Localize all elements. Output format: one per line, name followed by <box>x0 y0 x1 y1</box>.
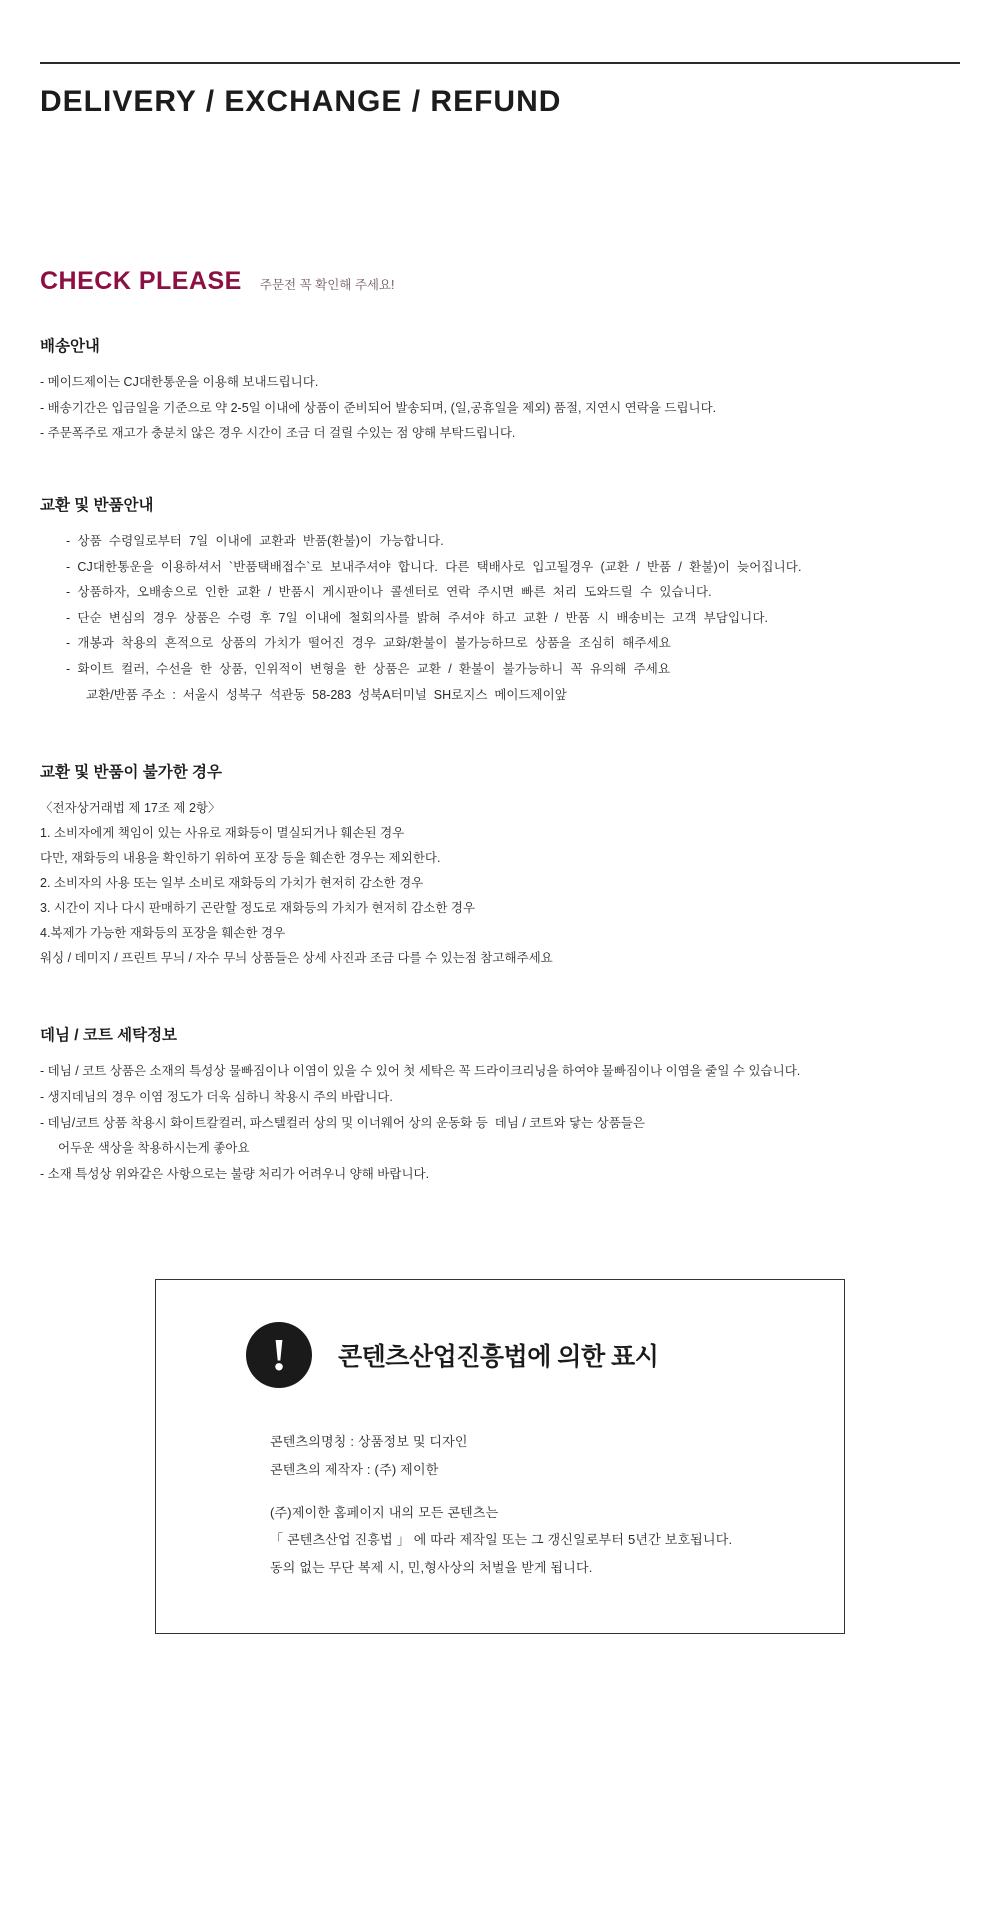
top-divider <box>40 62 960 64</box>
unavailable-line: 2. 소비자의 사용 또는 일부 소비로 재화등의 가치가 현저히 감소한 경우 <box>40 876 424 891</box>
notice-paragraph-line: (주)제이한 홈페이지 내의 모든 콘텐츠는 <box>270 1504 499 1520</box>
check-please-block <box>40 267 960 296</box>
notice-paragraph-line: 「 콘텐츠산업 진흥법 」 에 따라 제작일 또는 그 갱신일로부터 5년간 보호됩니다. <box>270 1532 733 1548</box>
washing-section <box>40 1023 960 1187</box>
exchange-line: - 상품하자, 오배송으로 인한 교환 / 반품시 게시판이나 콜센터로 연락 주시면 빠른 처리 도와드릴 수 있습니다. <box>66 585 712 600</box>
shipping-line: - 주문폭주로 재고가 충분치 않은 경우 시간이 조금 더 걸릴 수있는 점 양해 부탁드립니다. <box>40 426 516 441</box>
page-title: DELIVERY / EXCHANGE / REFUND <box>40 85 562 118</box>
washing-line: 어두운 색상을 착용하시는게 좋아요 <box>58 1141 250 1156</box>
exchange-return-address: 교환/반품 주소 : 서울시 성북구 석관동 58-283 성북A터미널 SH로지스 메이드제이앞 <box>86 687 567 702</box>
notice-item: 콘텐츠의명칭 : 상품정보 및 디자인 <box>270 1434 468 1450</box>
unavailable-line: 4.복제가 가능한 재화등의 포장을 훼손한 경우 <box>40 926 286 941</box>
shipping-heading: 배송안내 <box>40 338 100 355</box>
notice-paragraph-line: 동의 없는 무단 복제 시, 민,형사상의 처벌을 받게 됩니다. <box>270 1559 593 1575</box>
washing-line: - 데님 / 코트 상품은 소재의 특성상 물빠짐이나 이염이 있을 수 있어 첫 세탁은 꼭 드라이크리닝을 하여야 물빠짐이나 이염을 줄일 수 있습니다. <box>40 1064 801 1079</box>
exchange-line: - 단순 변심의 경우 상품은 수령 후 7일 이내에 철회의사를 밝혀 주셔야 하고 교환 / 반품 시 배송비는 고객 부담입니다. <box>66 610 769 625</box>
exchange-section <box>40 493 960 708</box>
shipping-line: - 메이드제이는 CJ대한통운을 이용해 보내드립니다. <box>40 375 319 389</box>
exchange-line: - 상품 수령일로부터 7일 이내에 교환과 반품(환불)이 가능합니다. <box>66 533 444 548</box>
check-please-title: CHECK PLEASE <box>40 267 242 295</box>
notice-item: 콘텐츠의 제작자 : (주) 제이한 <box>270 1461 439 1477</box>
exchange-line: - CJ대한통운을 이용하셔서 `반품택배접수`로 보내주셔야 합니다. 다른 택배사로 입고될경우 (교환 / 반품 / 환불)이 늦어집니다. <box>66 559 802 574</box>
exchange-heading: 교환 및 반품안내 <box>40 496 154 514</box>
bottom-spacer <box>40 1634 960 1734</box>
content-law-notice-box <box>155 1279 845 1633</box>
unavailable-line: 다만, 재화등의 내용을 확인하기 위하여 포장 등을 훼손한 경우는 제외한다. <box>40 851 441 866</box>
unavailable-line: 워싱 / 데미지 / 프린트 무늬 / 자수 무늬 상품들은 상세 사진과 조금 다를 수 있는점 참고해주세요 <box>40 951 553 966</box>
exchange-line: - 화이트 컬러, 수선을 한 상품, 인위적이 변형을 한 상품은 교환 / 환불이 불가능하니 꼭 유의해 주세요 <box>66 662 671 676</box>
exclamation-mark-icon: ! <box>246 1322 312 1388</box>
notice-spacer <box>270 1483 798 1499</box>
notice-header <box>202 1322 798 1388</box>
exchange-line: - 개봉과 착용의 흔적으로 상품의 가치가 떨어진 경우 교화/환불이 불가능하므로 상품을 조심히 해주세요 <box>66 636 671 651</box>
check-please-subtitle: 주문전 꼭 확인해 주세요! <box>259 278 395 292</box>
washing-line: - 소재 특성상 위와같은 사항으로는 불량 처리가 어려우니 양해 바랍니다. <box>40 1166 430 1181</box>
washing-heading: 데님 / 코트 세탁정보 <box>40 1027 178 1045</box>
unavailable-line: 1. 소비자에게 책임이 있는 사유로 재화등이 멸실되거나 훼손된 경우 <box>40 826 405 841</box>
unavailable-line: 3. 시간이 지나 다시 판매하기 곤란할 정도로 재화등의 가치가 현저히 감소한 경우 <box>40 901 476 916</box>
unavailable-heading: 교환 및 반품이 불가한 경우 <box>40 764 222 782</box>
washing-line: - 데님/코트 상품 착용시 화이트칼컬러, 파스텔컬러 상의 및 이너웨어 상의 운동화 등 데님 / 코트와 닿는 상품들은 <box>40 1115 645 1130</box>
notice-title: 콘텐츠산업진흥법에 의한 표시 <box>338 1343 659 1372</box>
notice-body <box>202 1428 798 1580</box>
shipping-line: - 배송기간은 입금일을 기준으로 약 2-5일 이내에 상품이 준비되어 발송되며, (일,공휴일을 제외) 품절, 지연시 연락을 드립니다. <box>40 400 717 415</box>
washing-line: - 생지데님의 경우 이염 정도가 더욱 심하니 착용시 주의 바랍니다. <box>40 1089 393 1104</box>
shipping-section <box>40 334 960 447</box>
unavailable-line: 〈전자상거래법 제 17조 제 2항〉 <box>40 801 221 816</box>
unavailable-section <box>40 760 960 971</box>
